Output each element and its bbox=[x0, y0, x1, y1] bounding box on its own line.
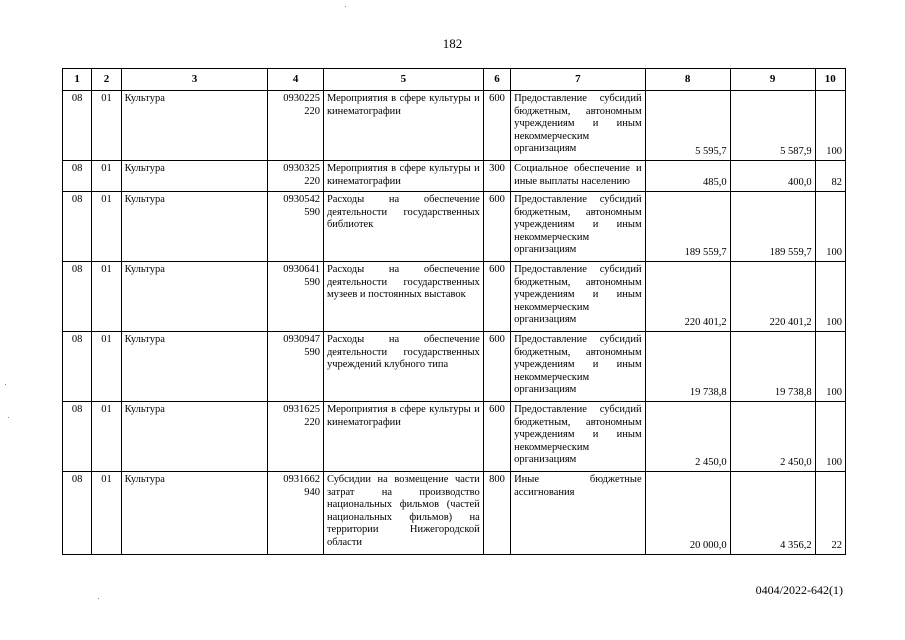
planned-amount-cell: 485,0 bbox=[645, 161, 730, 192]
target-article-cell bbox=[268, 161, 324, 192]
execution-percent-cell: 100 bbox=[815, 91, 845, 161]
header-col-10: 10 bbox=[815, 69, 845, 91]
expense-type-code-cell: 600 bbox=[483, 402, 510, 472]
header-col-8: 8 bbox=[645, 69, 730, 91]
subsection-code-cell: 01 bbox=[92, 262, 121, 332]
header-col-3: 3 bbox=[121, 69, 268, 91]
executed-amount-cell: 220 401,2 bbox=[730, 262, 815, 332]
execution-percent-cell: 100 bbox=[815, 192, 845, 262]
target-article-code: 0930542 bbox=[283, 194, 320, 205]
section-code-cell: 08 bbox=[63, 472, 92, 555]
header-col-2: 2 bbox=[92, 69, 121, 91]
target-article-code: 0931625 bbox=[283, 404, 320, 415]
target-article-code: 0930947 bbox=[283, 334, 320, 345]
planned-amount-cell: 19 738,8 bbox=[645, 332, 730, 402]
executed-amount-cell: 19 738,8 bbox=[730, 332, 815, 402]
executed-amount-cell: 189 559,7 bbox=[730, 192, 815, 262]
target-article-cell bbox=[268, 472, 324, 555]
subsection-code-cell: 01 bbox=[92, 91, 121, 161]
budget-table bbox=[62, 68, 846, 555]
target-article-suffix: 590 bbox=[304, 206, 320, 218]
target-article-suffix: 220 bbox=[304, 105, 320, 117]
target-article-suffix: 590 bbox=[304, 276, 320, 288]
table-row bbox=[63, 91, 846, 161]
expense-type-name-cell: Предоставление субсидий бюджетным, автономным учреждениям и иным некоммерческим организациям bbox=[511, 192, 646, 262]
target-article-cell bbox=[268, 91, 324, 161]
section-code-cell: 08 bbox=[63, 402, 92, 472]
expense-type-name-cell: Социальное обеспечение и иные выплаты населению bbox=[511, 161, 646, 192]
execution-percent-cell: 22 bbox=[815, 472, 845, 555]
execution-percent-cell: 82 bbox=[815, 161, 845, 192]
executed-amount-cell: 2 450,0 bbox=[730, 402, 815, 472]
header-col-9: 9 bbox=[730, 69, 815, 91]
target-article-suffix: 220 bbox=[304, 416, 320, 428]
subsection-code-cell: 01 bbox=[92, 472, 121, 555]
scan-speck bbox=[345, 6, 346, 7]
table-header-row bbox=[63, 69, 846, 91]
expense-type-name-cell: Предоставление субсидий бюджетным, автономным учреждениям и иным некоммерческим организациям bbox=[511, 332, 646, 402]
expense-name-cell: Расходы на обеспечение деятельности государственных музеев и постоянных выставок bbox=[323, 262, 483, 332]
header-col-6: 6 bbox=[483, 69, 510, 91]
target-article-cell bbox=[268, 332, 324, 402]
target-article-code: 0930225 bbox=[283, 93, 320, 104]
section-name-cell: Культура bbox=[121, 472, 268, 555]
executed-amount-cell: 400,0 bbox=[730, 161, 815, 192]
table-row bbox=[63, 262, 846, 332]
header-col-7: 7 bbox=[511, 69, 646, 91]
scan-speck bbox=[8, 417, 9, 418]
planned-amount-cell: 20 000,0 bbox=[645, 472, 730, 555]
expense-type-code-cell: 600 bbox=[483, 91, 510, 161]
section-code-cell: 08 bbox=[63, 91, 92, 161]
target-article-cell bbox=[268, 192, 324, 262]
table-row bbox=[63, 402, 846, 472]
section-name-cell: Культура bbox=[121, 161, 268, 192]
table-row bbox=[63, 472, 846, 555]
header-col-5: 5 bbox=[323, 69, 483, 91]
planned-amount-cell: 5 595,7 bbox=[645, 91, 730, 161]
table-row bbox=[63, 161, 846, 192]
header-col-4: 4 bbox=[268, 69, 324, 91]
expense-type-name-cell: Предоставление субсидий бюджетным, автономным учреждениям и иным некоммерческим организациям bbox=[511, 262, 646, 332]
section-name-cell: Культура bbox=[121, 192, 268, 262]
section-name-cell: Культура bbox=[121, 402, 268, 472]
subsection-code-cell: 01 bbox=[92, 332, 121, 402]
expense-name-cell: Расходы на обеспечение деятельности государственных библиотек bbox=[323, 192, 483, 262]
expense-type-code-cell: 600 bbox=[483, 192, 510, 262]
planned-amount-cell: 2 450,0 bbox=[645, 402, 730, 472]
expense-type-name-cell: Иные бюджетные ассигнования bbox=[511, 472, 646, 555]
scan-speck bbox=[98, 598, 99, 599]
header-col-1: 1 bbox=[63, 69, 92, 91]
target-article-suffix: 590 bbox=[304, 346, 320, 358]
expense-type-name-cell: Предоставление субсидий бюджетным, автономным учреждениям и иным некоммерческим организациям bbox=[511, 402, 646, 472]
section-code-cell: 08 bbox=[63, 192, 92, 262]
section-code-cell: 08 bbox=[63, 332, 92, 402]
expense-name-cell: Мероприятия в сфере культуры и кинематографии bbox=[323, 161, 483, 192]
executed-amount-cell: 4 356,2 bbox=[730, 472, 815, 555]
scan-speck bbox=[5, 384, 6, 385]
planned-amount-cell: 189 559,7 bbox=[645, 192, 730, 262]
expense-type-code-cell: 600 bbox=[483, 332, 510, 402]
target-article-code: 0931662 bbox=[283, 474, 320, 485]
section-name-cell: Культура bbox=[121, 262, 268, 332]
target-article-suffix: 220 bbox=[304, 175, 320, 187]
expense-name-cell: Расходы на обеспечение деятельности государственных учреждений клубного типа bbox=[323, 332, 483, 402]
section-code-cell: 08 bbox=[63, 262, 92, 332]
target-article-code: 0930325 bbox=[283, 163, 320, 174]
expense-name-cell: Мероприятия в сфере культуры и кинематографии bbox=[323, 402, 483, 472]
expense-name-cell: Субсидии на возмещение части затрат на производство национальных фильмов (частей национальных фильмов) на территории Нижегородской области bbox=[323, 472, 483, 555]
execution-percent-cell: 100 bbox=[815, 332, 845, 402]
execution-percent-cell: 100 bbox=[815, 262, 845, 332]
subsection-code-cell: 01 bbox=[92, 161, 121, 192]
target-article-cell bbox=[268, 262, 324, 332]
expense-name-cell: Мероприятия в сфере культуры и кинематографии bbox=[323, 91, 483, 161]
expense-type-code-cell: 800 bbox=[483, 472, 510, 555]
table-row bbox=[63, 332, 846, 402]
page-number: 182 bbox=[442, 36, 463, 51]
section-name-cell: Культура bbox=[121, 332, 268, 402]
document-code: 0404/2022-642(1) bbox=[755, 583, 843, 597]
expense-type-code-cell: 600 bbox=[483, 262, 510, 332]
execution-percent-cell: 100 bbox=[815, 402, 845, 472]
planned-amount-cell: 220 401,2 bbox=[645, 262, 730, 332]
expense-type-name-cell: Предоставление субсидий бюджетным, автономным учреждениям и иным некоммерческим организациям bbox=[511, 91, 646, 161]
subsection-code-cell: 01 bbox=[92, 192, 121, 262]
executed-amount-cell: 5 587,9 bbox=[730, 91, 815, 161]
target-article-suffix: 940 bbox=[304, 486, 320, 498]
section-code-cell: 08 bbox=[63, 161, 92, 192]
table-row bbox=[63, 192, 846, 262]
subsection-code-cell: 01 bbox=[92, 402, 121, 472]
target-article-code: 0930641 bbox=[283, 264, 320, 275]
expense-type-code-cell: 300 bbox=[483, 161, 510, 192]
target-article-cell bbox=[268, 402, 324, 472]
section-name-cell: Культура bbox=[121, 91, 268, 161]
